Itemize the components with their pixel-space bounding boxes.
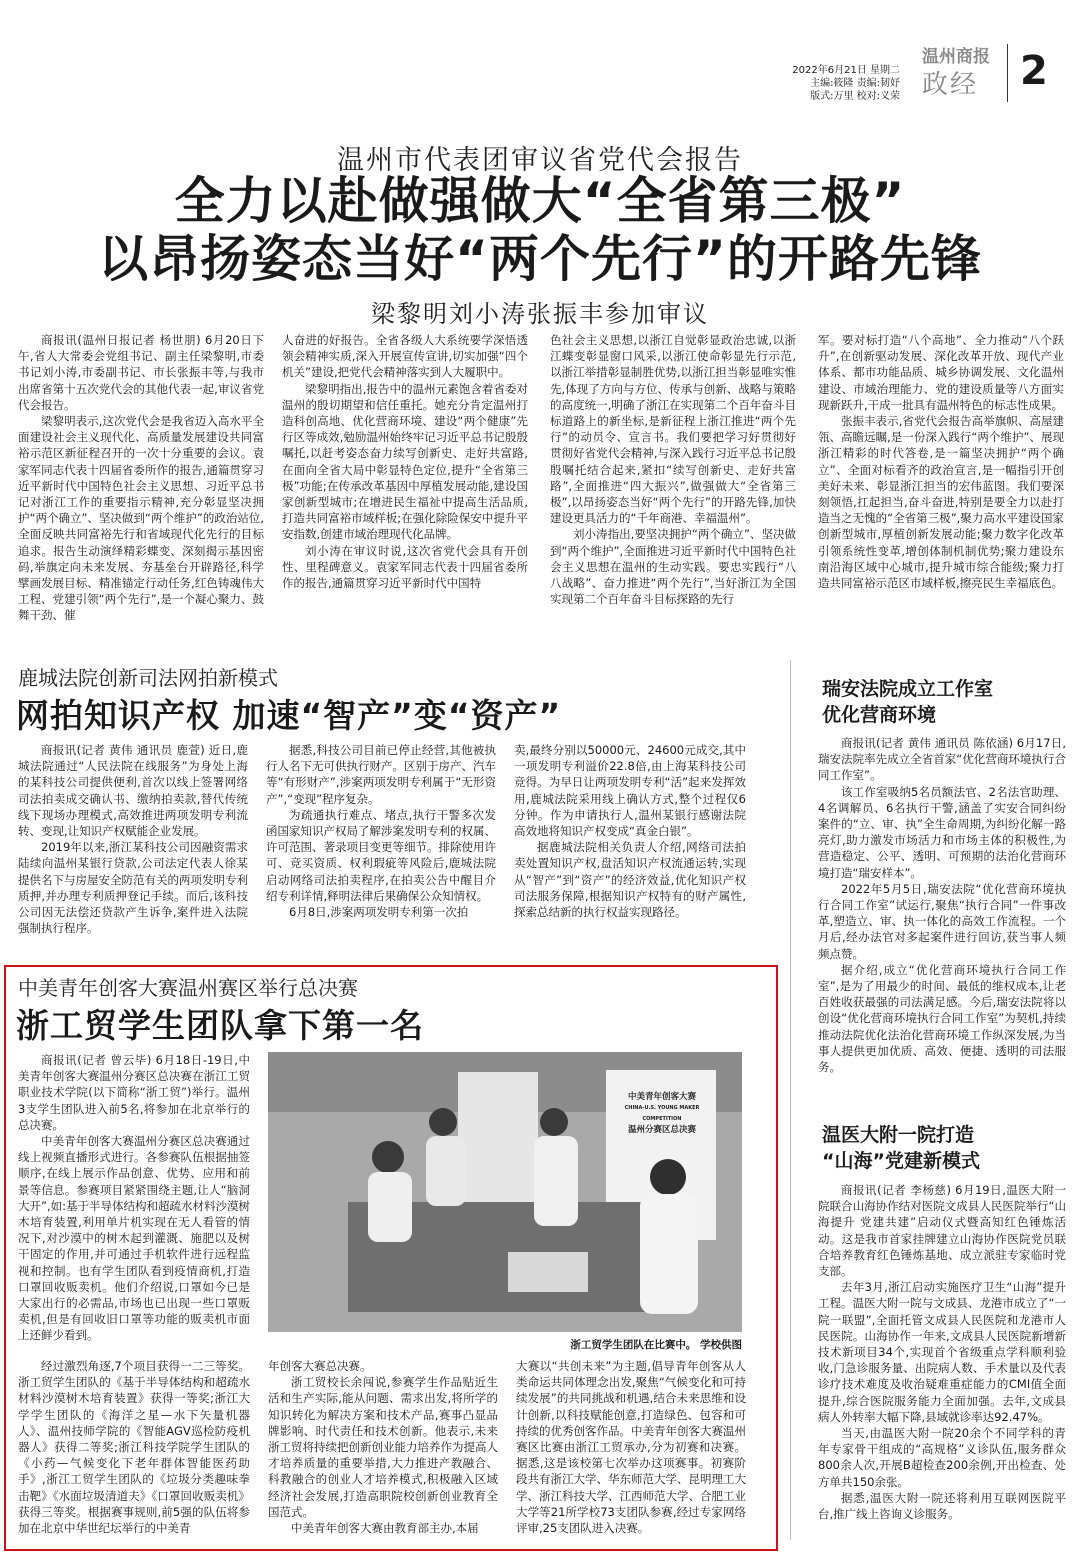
side2-title-line2: “山海”党建新模式: [822, 1150, 980, 1172]
side1-title-line2: 优化营商环境: [822, 704, 937, 726]
story3-kicker: 中美青年创客大赛温州赛区举行总决赛: [18, 976, 358, 1000]
side1-title: [822, 676, 993, 728]
paragraph: 6月8日,涉案两项发明专利第一次拍: [289, 905, 469, 920]
paragraph: 当天,由温医大附一院20余个不同学科的青年专家骨干组成的“高规格”义诊队伍,服务群众800余人次,开展B超检查200余例,开出检查、处方单共150余张。: [818, 1426, 1066, 1489]
paragraph: 年创客大赛总决赛。: [268, 1359, 372, 1373]
paragraph: 色社会主义思想,以浙江自觉彰显政治忠诚,以浙江蝶变彰显窗口风采,以浙江使命彰显先行示范,以浙江举措彰显制胜优势,以浙江担当彰显唯实惟先,体现了方向与方位、传承与创新、战略与策略的高度统一,明确了浙江在实现第二个百年奋斗目标道路上的新坐标,是新征程上浙江推进“两个先行”的动员令、宣言书。我们要把学习好贯彻好贯彻好省党代会精神,与深入践行习近平总书记殷殷嘱托结合起来,紧扣“续写创新史、走好共富路”,全面推进“四大振兴”,做强做大“全省第三极”,以昂扬姿态当好“两个先行”的开路先锋,加快建设更具活力的“千年商港、幸福温州”。: [550, 333, 796, 526]
paragraph: 中美青年创客大赛温州分赛区总决赛通过线上视频直播形式进行。各参赛队伍根据抽签顺序,在线上展示作品创意、优势、应用和前景等信息。参赛项目紧紧围绕主题,让人“脑洞大开”,如:基于半导体结构和超疏水材料沙漠树木培育装置,利用单片机实现在无人看管的情况下,对沙漠中的树木起到灌溉、施肥以及树干固定的作用,并可通过手机软件进行远程监视和控制。也有学生团队看到疫情商机,打造口罩回收贩卖机。他们介绍说,口罩如今已是大家出行的必需品,市场也已出现一些口罩贩卖机,但是有回收旧口罩等功能的贩卖机市面上还鲜少看到。: [18, 1134, 250, 1343]
paragraph: 商报讯(记者 李杨慈) 6月19日,温医大附一院联合山海协作结对医院文成县人民医院举行“山海提升 党建共建”启动仪式暨高知红色锤炼活动。这是我市首家挂牌建立山海协作医院党员联合培养教育红色锤炼基地、成立派驻专家临时党支部。: [818, 1183, 1066, 1279]
paragraph: 刘小涛指出,要坚决拥护“两个确立”、坚决做到“两个维护”,全面推进习近平新时代中国特色社会主义思想在温州的生动实践。要忠实践行“八八战略”、奋力推进“两个先行”,当好浙江为全国实现第二个百年奋斗目标探路的先行: [550, 527, 796, 607]
side2-title: [822, 1122, 980, 1174]
paragraph: 据悉,科技公司目前已停止经营,其他被执行人名下无可供执行财产。区别于房产、汽车等“有形财产”,涉案两项发明专利属于“无形资产”,“变现”程序复杂。: [266, 743, 496, 806]
paragraph: 刘小涛在审议时说,这次省党代会具有开创性、里程碑意义。袁家军同志代表十四届省委所作的报告,通篇贯穿习近平新时代中国特: [282, 543, 528, 591]
paragraph: 梁黎明表示,这次党代会是我省迈入高水平全面建设社会主义现代化、高质量发展建设共同富裕示范区新征程召开的一次十分重要的会议。袁家军同志代表十四届省委所作的报告,通篇贯穿习近平新时代中国特色社会主义思想、习近平总书记对浙江工作的重要指示精神,充分彰显坚决拥护“两个确立”、坚决做到“两个维护”的政治站位,全面反映共同富裕先行和省域现代化先行的目标追求。报告生动演绎精彩蝶变、深刻揭示基因密码,举旗定向未来发展、夯基垒台开辟路径,科学擘画发展目标、精准锚定行动任务,红色铸魂伟大工程、党建引领“两个先行”,是一个凝心聚力、鼓舞干劲、催: [18, 414, 264, 623]
side2-body: [818, 1182, 1066, 1546]
photo-banner-title: 中美青年创客大赛: [627, 1092, 696, 1102]
section-name: 政经: [922, 70, 979, 100]
lead-title-line1: 全力以赴做强做大“全省第三极”: [174, 172, 906, 230]
lead-subtitle: 梁黎明刘小涛张振丰参加审议: [371, 300, 709, 328]
story2-column-1: [18, 742, 248, 942]
paragraph: 张振丰表示,省党代会报告高举旗帜、高屋建瓴、高瞻远瞩,是一份深入践行“两个维护”、展现浙江精彩的时代答卷,是一篇坚决拥护“两个确立”、全面对标看齐的政治宣言,是一幅指引开创美好未来、彰显浙江担当的宏伟蓝图。我们要深刻领悟,扛起担当,奋斗奋进,特别是要全力以赴打造当之无愧的“全省第三极”,聚力高水平建设国家创新型城市,厚植创新发展动能;聚力数字化改革引领系统性变革,增创体制机制优势;聚力建设东南沿海区域中心城市,提升城市综合能级;聚力打造共同富裕示范区市域样板,擦亮民生幸福底色。: [818, 414, 1064, 591]
side2-title-line1: 温医大附一院打造: [822, 1124, 975, 1146]
side1-title-line1: 瑞安法院成立工作室: [822, 678, 994, 700]
paper-name: 温州商报: [922, 47, 990, 67]
header-divider: [1007, 44, 1008, 102]
story2-title: 网拍知识产权 加速“智产”变“资产”: [16, 696, 562, 735]
issue-meta: [700, 64, 900, 103]
paragraph: 商报讯(记者 黄伟 通讯员 鹿萱) 近日,鹿城法院通过“人民法院在线服务”为身处上海的某科技公司提供便利,首次以线上签署网络司法拍卖成交确认书、缴纳拍卖款,替代传统线下现场办理模式,高效推进两项发明专利流转、变现,让知识产权赋能企业发展。: [18, 743, 248, 839]
paragraph: 人奋进的好报告。全省各级人大系统要学深悟透领会精神实质,深入开展宣传宣讲,切实加强“四个机关”建设,把党代会精神落实到人大履职中。: [282, 333, 528, 380]
side-divider: [790, 660, 791, 1540]
paragraph: 该工作室吸纳5名员额法官、2名法官助理、4名调解员、6名执行干警,涵盖了实安合同纠纷案件的“立、审、执”全生命周期,为纠纷化解一路亮灯,助力激发市场活力和市场主体的积极性,为营造稳定、公平、透明、可预期的法治化营商环境打造“瑞安样本”。: [818, 784, 1066, 880]
story3-column-2: [268, 1358, 498, 1536]
paragraph: 据介绍,成立“优化营商环境执行合同工作室”,是为了用最少的时间、最低的维权成本,让老百姓收获最强的司法满足感。今后,瑞安法院将以创设“优化营商环境执行合同工作室”为契机,持续推动法院优化法治化营商环境工作纵深发展,为当事人提供更加优质、高效、便捷、透明的司法服务。: [818, 962, 1066, 1075]
lead-column-2: [282, 332, 528, 630]
paragraph: 商报讯(记者 曾云毕) 6月18日-19日,中美青年创客大赛温州分赛区总决赛在浙江工贸职业技术学院(以下简称“浙工贸”)举行。温州3支学生团队进入前5名,将参加在北京举行的总决赛。: [18, 1053, 250, 1132]
paragraph: 2019年以来,浙江某科技公司因融资需求陆续向温州某银行贷款,公司法定代表人徐某提供名下与房屋安全防范有关的两项发明专利质押,并办理专利质押登记手续。而后,该科技公司因无法偿还贷款产生诉争,案件进入法院强制执行程序。: [18, 840, 248, 936]
paragraph: 经过激烈角逐,7个项目获得一二三等奖。浙工贸学生团队的《基于半导体结构和超疏水材料沙漠树木培育装置》获得一等奖;浙江大学学生团队的《海洋之星—水下矢量机器人》、温州技师学院的《智能AGV巡检防疫机器人》获得二等奖;浙江科技学院学生团队的《小药—气候变化下老年群体智能医药助手》,浙江工贸学生团队的《垃圾分类趣味拳击靶》《水面垃圾清道夫》《口罩回收贩卖机》获得三等奖。根据赛事规则,前5强的队伍将参加在北京中华世纪坛举行的中美青: [18, 1359, 250, 1536]
story3-column-3: [516, 1358, 746, 1536]
story2-column-3: [514, 742, 746, 942]
lead-title-line2: 以昂扬姿态当好“两个先行”的开路先锋: [98, 230, 982, 288]
photo-banner-english: CHINA-U.S. YOUNG MAKER COMPETITION: [624, 1105, 700, 1122]
story3-column-1: [18, 1358, 250, 1536]
paragraph: 商报讯(温州日报记者 杨世朋) 6月20日下午,省人大常委会党组书记、副主任梁黎明,市委书记刘小涛,市委副书记、市长张振丰等,与我市出席省第十五次党代会的其他代表一起,审议省党代会报告。: [18, 333, 264, 412]
story3-intro-column: [18, 1052, 250, 1354]
photo-caption: 浙工贸学生团队在比赛中。 学校供图: [570, 1339, 742, 1351]
paragraph: 浙工贸校长余闯说,参赛学生作品贴近生活和生产实际,能从问题、需求出发,将所学的知识转化为解决方案和技术产品,赛事凸显品牌影响、时代责任和技术创新。他表示,未来浙工贸将持续把创新创业能力培养作为提高人才培养质量的重要举措,大力推进产教融合、科教融合的创业人才培养模式,积极融入区域经济社会发展,打造高职院校创新创业教育全国范式。: [268, 1375, 498, 1519]
paragraph: 大赛以“共创未来”为主题,倡导青年创客从人类命运共同体理念出发,聚焦“气候变化和可持续发展”的共同挑战和机遇,结合未来思维和设计创新,以科技赋能创意,打造绿色、包容和可持续的优秀创客作品。中美青年创客大赛温州赛区比赛由浙江工贸承办,分为初赛和决赛。据悉,这是该校第七次举办这项赛事。初赛阶段共有浙江大学、华东师范大学、昆明理工大学、浙江科技大学、江西师范大学、合肥工业大学等21所学校73支团队参赛,经过专家网络评审,25支团队进入决赛。: [516, 1359, 746, 1536]
paragraph: 商报讯(记者 黄伟 通讯员 陈依涵) 6月17日,瑞安法院率先成立全省首家“优化营商环境执行合同工作室”。: [818, 736, 1066, 783]
paragraph: 为疏通执行难点、堵点,执行干警多次发函国家知识产权局了解涉案发明专利的权属、许可范围、著录项目变更等细节。排除使用许可、竞买资质、权利瑕疵等风险后,鹿城法院启动网络司法拍卖程序,在拍卖公告中醒目介绍专利详情,释明法律后果确保公众知情权。: [266, 807, 496, 903]
paragraph: 据鹿城法院相关负责人介绍,网络司法拍卖处置知识产权,盘活知识产权流通运转,实现从“智产”到“资产”的经济效益,优化知识产权司法服务保障,根据知识产权特有的财产属性,探索总结新的执行权益实现路径。: [514, 840, 746, 920]
paragraph: 去年3月,浙江启动实施医疗卫生“山海”提升工程。温医大附一院与文成县、龙港市成立了“一院一联盟”,全面托管文成县人民医院和龙港市人民医院。山海协作一年来,文成县人民医院新增新技术新项目34个,实现首个省级重点学科顺利验收,门急诊服务量、出院病人数、手术量以及代表诊疗技术难度及收治疑难重症能力的CMI值全面提升,综合医院服务能力全面加强。去年,文成县病人外转率大幅下降,县域就诊率达92.47%。: [818, 1280, 1066, 1424]
paragraph: 卖,最终分别以50000元、24600元成交,其中一项发明专利溢价22.8倍,由上海某科技公司竞得。为早日让两项发明专利“活”起来发挥效用,鹿城法院采用线上确认方式,整个过程仅6分钟。作为申请执行人,温州某银行感谢法院高效地将知识产权变成“真金白银”。: [514, 743, 746, 839]
issue-date: 2022年6月21日 星期二: [792, 65, 900, 76]
story3-title: 浙工贸学生团队拿下第一名: [16, 1006, 424, 1045]
page-number: 2: [1020, 48, 1048, 94]
editors-line: 主编:筱隆 责编:韧妤: [810, 78, 900, 89]
layout-line: 版式:万里 校对:义荣: [810, 91, 900, 102]
paragraph: 中美青年创客大赛由教育部主办,本届: [291, 1521, 479, 1536]
paragraph: 2022年5月5日,瑞安法院“优化营商环境执行合同工作室”试运行,聚焦“执行合同”一件事改革,塑造立、审、执一体化的高效工作流程。一个月后,经办法官对多起案件进行回访,获当事人频频点赞。: [818, 881, 1066, 961]
paragraph: 军。要对标打造“八个高地”、全力推动“八个跃升”,在创新驱动发展、深化改革开放、现代产业体系、都市功能品质、城乡协调发展、文化温州建设、市域治理能力、党的建设质量等八方面实现新跃升,干成一批具有温州特色的标志性成果。: [818, 333, 1064, 412]
lead-column-4: [818, 332, 1064, 630]
story2-kicker: 鹿城法院创新司法网拍新模式: [18, 666, 278, 690]
competition-photo: [268, 1052, 742, 1332]
lead-column-3: [550, 332, 796, 630]
photo-banner: [616, 1092, 708, 1136]
paragraph: 据悉,温医大附一院还将利用互联网医院平台,推广线上咨询义诊服务。: [818, 1490, 1066, 1522]
lead-column-1: [18, 332, 264, 630]
story2-column-2: [266, 742, 496, 942]
photo-banner-subtitle: 温州分赛区总决赛: [627, 1125, 696, 1135]
lead-kicker: 温州市代表团审议省党代会报告: [337, 145, 743, 176]
paragraph: 梁黎明指出,报告中的温州元素饱含着省委对温州的殷切期望和信任重托。她充分肯定温州打造科创高地、优化营商环境、建设“两个健康”先行区等成效,勉励温州始终牢记习近平总书记殷殷嘱托,以赶考姿态奋力续写创新史、走好共富路,在面向全省大局中彰显特色定位,提升“全省第三极”功能;在传承改革基因中厚植发展动能,建设国家创新型城市;在增进民生福祉中提高生活品质,打造共同富裕市域样板;在强化除险保安中提升平安指数,创建市域治理现代化品牌。: [282, 381, 528, 542]
side1-body: [818, 735, 1066, 1080]
